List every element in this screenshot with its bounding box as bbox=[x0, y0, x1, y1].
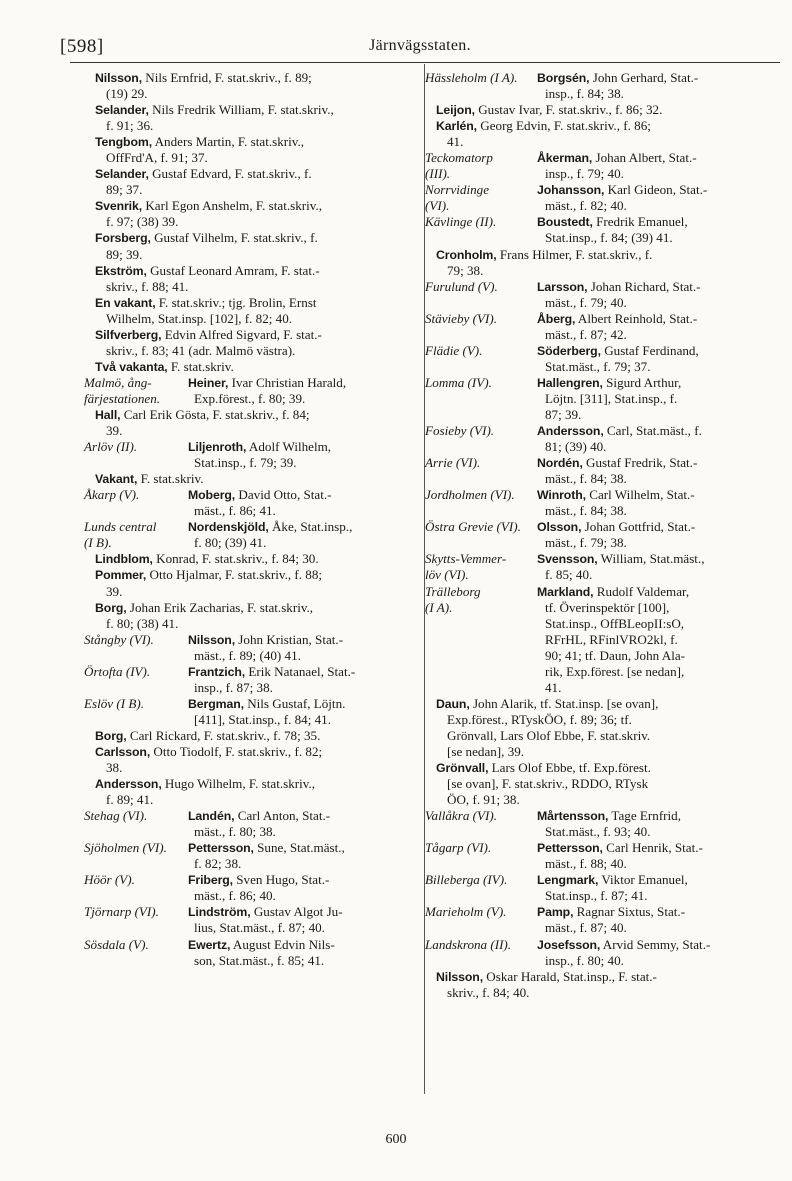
station-line: Hässleholm (I A). bbox=[425, 70, 518, 85]
personnel-entry bbox=[425, 937, 781, 969]
surname: Pettersson, bbox=[537, 841, 603, 856]
personnel-entry bbox=[84, 776, 410, 808]
entry-line-continued: f. 97; (38) 39. bbox=[106, 214, 179, 230]
surname: Andersson, bbox=[537, 424, 604, 439]
personnel-entry bbox=[84, 70, 410, 102]
entry-line-first: Josefsson, Arvid Semmy, Stat.- bbox=[537, 936, 711, 952]
personnel-entry bbox=[425, 279, 781, 311]
station-name bbox=[84, 840, 167, 856]
entry-line-continued: Exp.förest., f. 80; 39. bbox=[194, 390, 306, 406]
station-line: Fosieby (VI). bbox=[425, 423, 495, 439]
surname: Pettersson, bbox=[188, 841, 254, 856]
surname: Nilsson, bbox=[95, 71, 143, 85]
entry-line-first: Olsson, Johan Gottfrid, Stat.- bbox=[537, 519, 696, 535]
station-name bbox=[425, 150, 493, 182]
station-line: Tjörnarp (VI). bbox=[84, 904, 159, 920]
surname: En vakant, bbox=[95, 295, 156, 310]
entry-line-first: Borgsén, John Gerhard, Stat.- bbox=[537, 70, 699, 85]
personnel-entry bbox=[84, 407, 410, 439]
surname: Svensson, bbox=[537, 552, 598, 567]
station-line: Höör (V). bbox=[84, 872, 135, 888]
page-header bbox=[60, 36, 780, 62]
entry-line-continued: 38. bbox=[106, 760, 123, 776]
station-line: Norrvidinge bbox=[425, 182, 490, 198]
station-name bbox=[84, 439, 137, 455]
surname: Heiner, bbox=[188, 375, 229, 390]
surname: Lindblom, bbox=[95, 552, 153, 567]
entry-line-continued: lius, Stat.mäst., f. 87; 40. bbox=[194, 920, 325, 936]
station-name bbox=[425, 311, 497, 327]
station-name bbox=[84, 808, 147, 824]
station-line: Skytts-Vemmer- bbox=[425, 551, 507, 567]
entry-line-continued: rik, Exp.förest. [se nedan], bbox=[545, 663, 685, 679]
station-name bbox=[425, 904, 506, 920]
station-line: Billeberga (IV). bbox=[425, 872, 508, 888]
entry-line-continued: 89; 37. bbox=[106, 182, 143, 198]
entry-line-first: Tengbom, Anders Martin, F. stat.skriv., bbox=[95, 134, 304, 150]
entry-line-continued: f. 80; (38) 41. bbox=[106, 615, 179, 631]
personnel-entry bbox=[84, 744, 410, 776]
entry-line-continued: f. 85; 40. bbox=[545, 567, 593, 583]
station-line: färjestationen. bbox=[84, 390, 161, 406]
entry-line-continued: Grönvall, Lars Olof Ebbe, F. stat.skriv. bbox=[447, 727, 651, 743]
personnel-entry bbox=[425, 247, 781, 279]
entry-line-first: Selander, Gustaf Edvard, F. stat.skriv., f. bbox=[95, 166, 312, 182]
entry-line-continued: [411], Stat.insp., f. 84; 41. bbox=[194, 711, 331, 727]
station-name bbox=[84, 375, 160, 407]
entry-line-continued: [se nedan], 39. bbox=[447, 743, 525, 759]
personnel-entry bbox=[84, 166, 410, 198]
station-line: Östra Grevie (VI). bbox=[425, 519, 521, 535]
personnel-entry bbox=[425, 808, 781, 840]
station-line: Tågarp (VI). bbox=[425, 840, 492, 856]
station-line: Furulund (V). bbox=[425, 278, 498, 294]
entry-line-first: Borg, Johan Erik Zacharias, F. stat.skriv., bbox=[95, 599, 314, 615]
entry-line-first: Nordén, Gustaf Fredrik, Stat.- bbox=[537, 455, 698, 471]
surname: Pamp, bbox=[537, 905, 574, 920]
surname: Selander, bbox=[95, 103, 149, 118]
surname: Larsson, bbox=[537, 279, 588, 294]
personnel-entry bbox=[84, 263, 410, 295]
entry-line-continued: mäst., f. 82; 40. bbox=[545, 198, 627, 214]
personnel-entry bbox=[84, 471, 410, 487]
station-line: (I A). bbox=[425, 599, 453, 615]
surname: Selander, bbox=[95, 167, 149, 182]
station-line: Sösdala (V). bbox=[84, 936, 149, 952]
station-line: Jordholmen (VI). bbox=[425, 487, 515, 503]
surname: Markland, bbox=[537, 584, 594, 599]
entry-line-continued: f. 80; (39) 41. bbox=[194, 535, 267, 551]
entry-line-first: Söderberg, Gustaf Ferdinand, bbox=[537, 342, 699, 358]
surname: Josefsson, bbox=[537, 937, 601, 952]
personnel-entry bbox=[425, 760, 781, 808]
entry-line-continued: OffFrd'A, f. 91; 37. bbox=[106, 150, 208, 166]
entry-line-first: Nilsson, Nils Ernfrid, F. stat.skriv., f. 89; bbox=[95, 70, 312, 85]
personnel-entry bbox=[425, 311, 781, 343]
surname: Nordenskjöld, bbox=[188, 520, 269, 535]
entry-line-continued: 81; (39) 40. bbox=[545, 439, 607, 455]
entry-line-first: Hall, Carl Erik Gösta, F. stat.skriv., f. 84; bbox=[95, 406, 310, 422]
surname: Forsberg, bbox=[95, 231, 151, 246]
surname: Lindström, bbox=[188, 905, 251, 920]
station-line: löv (VI). bbox=[425, 567, 469, 583]
entry-line-first: Två vakanta, F. stat.skriv. bbox=[95, 358, 234, 374]
surname: Lengmark, bbox=[537, 873, 599, 888]
personnel-entry bbox=[84, 600, 410, 632]
surname: Frantzich, bbox=[188, 664, 246, 679]
entry-line-continued: tf. Överinspektör [100], bbox=[545, 599, 670, 615]
entry-line-first: Borg, Carl Rickard, F. stat.skriv., f. 78; 35. bbox=[95, 727, 321, 743]
personnel-entry bbox=[84, 904, 410, 936]
entry-line-continued: 89; 39. bbox=[106, 246, 143, 262]
entry-line-continued: 87; 39. bbox=[545, 406, 582, 422]
station-name bbox=[425, 519, 521, 535]
entry-line-continued: insp., f. 79; 40. bbox=[545, 166, 624, 182]
station-name bbox=[425, 584, 481, 616]
personnel-entry bbox=[84, 840, 410, 872]
personnel-entry bbox=[84, 439, 410, 471]
header-rule bbox=[70, 62, 780, 63]
entry-line-first: Karlén, Georg Edvin, F. stat.skriv., f. 86; bbox=[436, 118, 651, 134]
entry-line-first: Forsberg, Gustaf Vilhelm, F. stat.skriv., f. bbox=[95, 230, 318, 246]
station-name bbox=[84, 664, 150, 680]
surname: Karlén, bbox=[436, 119, 477, 134]
entry-line-first: Heiner, Ivar Christian Harald, bbox=[188, 374, 347, 390]
entry-line-first: Pommer, Otto Hjalmar, F. stat.skriv., f. 88; bbox=[95, 567, 323, 583]
entry-line-first: Åkerman, Johan Albert, Stat.- bbox=[537, 150, 697, 166]
station-line: Åkarp (V). bbox=[84, 487, 140, 503]
entry-line-first: Liljenroth, Adolf Wilhelm, bbox=[188, 439, 332, 455]
personnel-entry bbox=[84, 551, 410, 567]
entry-line-first: Nilsson, John Kristian, Stat.- bbox=[188, 631, 344, 647]
station-line: Stävieby (VI). bbox=[425, 310, 497, 326]
station-line: Lunds central bbox=[84, 519, 157, 535]
entry-line-continued: 90; 41; tf. Daun, John Ala- bbox=[545, 647, 686, 663]
station-line: Stångby (VI). bbox=[84, 631, 154, 647]
surname: Olsson, bbox=[537, 520, 582, 535]
surname: Moberg, bbox=[188, 488, 236, 503]
station-name bbox=[425, 487, 515, 503]
station-line: Lomma (IV). bbox=[425, 374, 492, 390]
station-name bbox=[425, 70, 518, 86]
station-name bbox=[425, 551, 506, 583]
station-name bbox=[425, 808, 497, 824]
entry-line-first: Bergman, Nils Gustaf, Löjtn. bbox=[188, 695, 346, 711]
personnel-entry bbox=[425, 455, 781, 487]
surname: Tengbom, bbox=[95, 135, 153, 150]
entry-line-first: En vakant, F. stat.skriv.; tjg. Brolin, Ernst bbox=[95, 294, 317, 310]
entry-line-continued: Stat.insp., f. 87; 41. bbox=[545, 888, 648, 904]
surname: Bergman, bbox=[188, 696, 244, 711]
station-name bbox=[84, 487, 139, 503]
surname: Hallengren, bbox=[537, 375, 603, 390]
entry-line-continued: mäst., f. 88; 40. bbox=[545, 856, 627, 872]
station-line: Teckomatorp bbox=[425, 150, 493, 166]
personnel-entry bbox=[425, 696, 781, 760]
surname: Vakant, bbox=[95, 472, 138, 487]
station-line: Trälleborg bbox=[425, 583, 481, 599]
personnel-entry bbox=[425, 214, 781, 246]
entry-line-first: Pettersson, Sune, Stat.mäst., bbox=[188, 840, 345, 856]
entry-line-continued: mäst., f. 84; 38. bbox=[545, 503, 627, 519]
personnel-entry bbox=[425, 102, 781, 118]
station-name bbox=[84, 904, 159, 920]
surname: Hall, bbox=[95, 407, 121, 422]
station-name bbox=[425, 343, 482, 359]
entry-line-first: Silfverberg, Edvin Alfred Sigvard, F. stat.- bbox=[95, 326, 322, 342]
surname: Svenrik, bbox=[95, 199, 143, 214]
surname: Borg, bbox=[95, 728, 127, 743]
personnel-entry bbox=[425, 375, 781, 423]
entry-line-first: Vakant, F. stat.skriv. bbox=[95, 471, 204, 487]
station-name bbox=[84, 937, 149, 953]
entry-line-continued: skriv., f. 88; 41. bbox=[106, 278, 189, 294]
entry-line-first: Landén, Carl Anton, Stat.- bbox=[188, 808, 331, 824]
entry-line-continued: skriv., f. 83; 41 (adr. Malmö västra). bbox=[106, 342, 296, 358]
personnel-entry bbox=[84, 696, 410, 728]
surname: Grönvall, bbox=[436, 761, 489, 776]
personnel-entry bbox=[425, 969, 781, 1001]
surname: Silfverberg, bbox=[95, 327, 162, 342]
entry-line-first: Johansson, Karl Gideon, Stat.- bbox=[537, 182, 708, 198]
entry-line-first: Lengmark, Viktor Emanuel, bbox=[537, 872, 688, 888]
entry-line-first: Frantzich, Erik Natanael, Stat.- bbox=[188, 663, 356, 679]
entry-line-continued: 39. bbox=[106, 583, 123, 599]
personnel-entry bbox=[425, 118, 781, 150]
surname: Johansson, bbox=[537, 183, 605, 198]
station-line: Arlöv (II). bbox=[84, 439, 138, 455]
entry-line-first: Nilsson, Oskar Harald, Stat.insp., F. stat.- bbox=[436, 968, 657, 984]
entry-line-continued: f. 82; 38. bbox=[194, 856, 242, 872]
entry-line-continued: Wilhelm, Stat.insp. [102], f. 82; 40. bbox=[106, 310, 293, 326]
entry-line-continued: 79; 38. bbox=[447, 262, 484, 278]
personnel-entry bbox=[84, 198, 410, 230]
station-line: Flädie (V). bbox=[425, 342, 483, 358]
surname: Daun, bbox=[436, 696, 470, 711]
personnel-entry bbox=[84, 359, 410, 375]
personnel-entry bbox=[84, 664, 410, 696]
personnel-entry bbox=[84, 872, 410, 904]
page-number-bracketed: [598] bbox=[60, 36, 104, 57]
left-column bbox=[84, 70, 410, 969]
surname: Åberg, bbox=[537, 311, 576, 326]
entry-line-first: Lindström, Gustav Algot Ju- bbox=[188, 904, 343, 920]
personnel-entry bbox=[425, 70, 781, 102]
entry-line-continued: son, Stat.mäst., f. 85; 41. bbox=[194, 952, 325, 968]
personnel-entry bbox=[84, 728, 410, 744]
surname: Friberg, bbox=[188, 873, 233, 888]
personnel-entry bbox=[425, 584, 781, 696]
station-name bbox=[425, 840, 491, 856]
personnel-entry bbox=[425, 423, 781, 455]
personnel-entry bbox=[84, 632, 410, 664]
entry-line-first: Pamp, Ragnar Sixtus, Stat.- bbox=[537, 904, 686, 920]
right-column bbox=[425, 70, 781, 1001]
entry-line-first: Svenrik, Karl Egon Anshelm, F. stat.skriv., bbox=[95, 198, 323, 214]
surname: Pommer, bbox=[95, 568, 147, 583]
surname: Nilsson, bbox=[188, 632, 236, 647]
personnel-entry bbox=[84, 808, 410, 840]
personnel-entry bbox=[84, 230, 410, 262]
entry-line-first: Nordenskjöld, Åke, Stat.insp., bbox=[188, 519, 353, 535]
station-name bbox=[425, 455, 480, 471]
personnel-entry bbox=[84, 567, 410, 599]
entry-line-continued: Stat.mäst., f. 79; 37. bbox=[545, 358, 651, 374]
entry-line-first: Pettersson, Carl Henrik, Stat.- bbox=[537, 840, 703, 856]
entry-line-first: Winroth, Carl Wilhelm, Stat.- bbox=[537, 487, 695, 503]
entry-line-first: Daun, John Alarik, tf. Stat.insp. [se ovan], bbox=[436, 695, 659, 711]
entry-line-continued: mäst., f. 79; 40. bbox=[545, 294, 627, 310]
entry-line-first: Andersson, Hugo Wilhelm, F. stat.skriv., bbox=[95, 776, 316, 792]
station-line: Marieholm (V). bbox=[425, 904, 507, 920]
entry-line-first: Åberg, Albert Reinhold, Stat.- bbox=[537, 310, 698, 326]
station-line: Malmö, ång- bbox=[84, 374, 152, 390]
entry-line-first: Moberg, David Otto, Stat.- bbox=[188, 487, 332, 503]
surname: Landén, bbox=[188, 809, 235, 824]
surname: Leijon, bbox=[436, 103, 475, 118]
entry-line-continued: f. 89; 41. bbox=[106, 792, 154, 808]
entry-line-continued: mäst., f. 80; 38. bbox=[194, 824, 276, 840]
entry-line-continued: Exp.förest., RTyskÖO, f. 89; 36; tf. bbox=[447, 711, 632, 727]
station-name bbox=[84, 519, 156, 551]
surname: Winroth, bbox=[537, 488, 586, 503]
entry-line-continued: Stat.insp., f. 79; 39. bbox=[194, 455, 297, 471]
station-name bbox=[425, 423, 494, 439]
personnel-entry bbox=[425, 840, 781, 872]
personnel-entry bbox=[84, 937, 410, 969]
station-line: Vallåkra (VI). bbox=[425, 808, 497, 824]
station-line: Arrie (VI). bbox=[425, 455, 481, 471]
surname: Två vakanta, bbox=[95, 359, 168, 374]
entry-line-continued: mäst., f. 89; (40) 41. bbox=[194, 647, 301, 663]
entry-line-continued: Stat.insp., OffBLeopII:sO, bbox=[545, 615, 685, 631]
personnel-entry bbox=[84, 102, 410, 134]
entry-line-first: Mårtensson, Tage Ernfrid, bbox=[537, 808, 681, 824]
station-name bbox=[425, 872, 507, 888]
entry-line-continued: insp., f. 84; 38. bbox=[545, 86, 624, 102]
entry-line-continued: insp., f. 87; 38. bbox=[194, 679, 273, 695]
entry-line-first: Svensson, William, Stat.mäst., bbox=[537, 551, 705, 567]
personnel-entry bbox=[84, 487, 410, 519]
personnel-entry bbox=[84, 375, 410, 407]
station-name bbox=[425, 214, 496, 230]
surname: Boustedt, bbox=[537, 215, 593, 230]
station-line: Örtofta (IV). bbox=[84, 663, 151, 679]
surname: Borg, bbox=[95, 600, 127, 615]
page-title: Järnvägsstaten. bbox=[369, 37, 471, 54]
station-line: (I B). bbox=[84, 535, 112, 551]
entry-line-continued: mäst., f. 86; 40. bbox=[194, 888, 276, 904]
surname: Liljenroth, bbox=[188, 440, 247, 455]
personnel-entry bbox=[425, 551, 781, 583]
entry-line-first: Hallengren, Sigurd Arthur, bbox=[537, 374, 682, 390]
entry-line-first: Lindblom, Konrad, F. stat.skriv., f. 84; 30. bbox=[95, 551, 319, 567]
entry-line-first: Grönvall, Lars Olof Ebbe, tf. Exp.förest. bbox=[436, 760, 651, 776]
personnel-entry bbox=[84, 134, 410, 166]
entry-line-continued: 41. bbox=[545, 679, 562, 695]
surname: Nilsson, bbox=[436, 969, 484, 984]
personnel-entry bbox=[425, 343, 781, 375]
station-line: Stehag (VI). bbox=[84, 808, 148, 824]
personnel-entry bbox=[425, 150, 781, 182]
footer-page-number: 600 bbox=[385, 1132, 407, 1147]
station-name bbox=[425, 375, 492, 391]
entry-line-continued: ÖO, f. 91; 38. bbox=[447, 792, 520, 808]
personnel-entry bbox=[425, 904, 781, 936]
entry-line-first: Andersson, Carl, Stat.mäst., f. bbox=[537, 423, 702, 439]
entry-line-continued: Löjtn. [311], Stat.insp., f. bbox=[545, 390, 678, 406]
station-name bbox=[84, 872, 135, 888]
personnel-entry bbox=[84, 519, 410, 551]
station-line: Kävlinge (II). bbox=[425, 214, 497, 230]
entry-line-first: Ewertz, August Edvin Nils- bbox=[188, 936, 335, 952]
station-line: Eslöv (I B). bbox=[84, 695, 144, 711]
entry-line-first: Ekström, Gustaf Leonard Amram, F. stat.- bbox=[95, 262, 320, 278]
station-name bbox=[425, 937, 511, 953]
entry-line-continued: [se ovan], F. stat.skriv., RDDO, RTysk bbox=[447, 776, 649, 792]
entry-line-continued: mäst., f. 86; 41. bbox=[194, 503, 276, 519]
personnel-entry bbox=[84, 295, 410, 327]
surname: Ekström, bbox=[95, 263, 147, 278]
entry-line-first: Boustedt, Fredrik Emanuel, bbox=[537, 214, 688, 230]
entry-line-continued: mäst., f. 84; 38. bbox=[545, 471, 627, 487]
entry-line-continued: Stat.mäst., f. 93; 40. bbox=[545, 824, 651, 840]
entry-line-first: Carlsson, Otto Tiodolf, F. stat.skriv., f. 82; bbox=[95, 743, 323, 759]
entry-line-first: Selander, Nils Fredrik William, F. stat.skriv., bbox=[95, 102, 334, 118]
station-name bbox=[425, 182, 489, 214]
entry-line-first: Markland, Rudolf Valdemar, bbox=[537, 583, 690, 599]
entry-line-continued: Stat.insp., f. 84; (39) 41. bbox=[545, 230, 673, 246]
entry-line-continued: f. 91; 36. bbox=[106, 118, 154, 134]
station-name bbox=[84, 632, 154, 648]
personnel-entry bbox=[425, 487, 781, 519]
entry-line-continued: mäst., f. 79; 38. bbox=[545, 535, 627, 551]
entry-line-continued: mäst., f. 87; 40. bbox=[545, 920, 627, 936]
station-line: (III). bbox=[425, 166, 451, 182]
entry-line-continued: RFrHL, RFinlVRO2kl, f. bbox=[545, 631, 678, 647]
entry-line-first: Larsson, Johan Richard, Stat.- bbox=[537, 278, 701, 294]
surname: Carlsson, bbox=[95, 744, 151, 759]
entry-line-continued: 39. bbox=[106, 423, 123, 439]
surname: Andersson, bbox=[95, 777, 162, 792]
surname: Söderberg, bbox=[537, 343, 601, 358]
personnel-entry bbox=[425, 519, 781, 551]
personnel-entry bbox=[84, 327, 410, 359]
entry-line-first: Cronholm, Frans Hilmer, F. stat.skriv., f. bbox=[436, 246, 653, 262]
entry-line-continued: skriv., f. 84; 40. bbox=[447, 984, 530, 1000]
entry-line-continued: mäst., f. 87; 42. bbox=[545, 326, 627, 342]
station-line: (VI). bbox=[425, 198, 450, 214]
station-line: Landskrona (II). bbox=[425, 936, 512, 952]
surname: Ewertz, bbox=[188, 937, 231, 952]
entry-line-continued: insp., f. 80; 40. bbox=[545, 952, 624, 968]
surname: Nordén, bbox=[537, 456, 583, 471]
surname: Åkerman, bbox=[537, 151, 593, 166]
entry-line-first: Leijon, Gustav Ivar, F. stat.skriv., f. 86; 32. bbox=[436, 102, 663, 118]
personnel-entry bbox=[425, 872, 781, 904]
entry-line-continued: 41. bbox=[447, 134, 464, 150]
personnel-entry bbox=[425, 182, 781, 214]
surname: Borgsén, bbox=[537, 71, 590, 85]
station-line: Sjöholmen (VI). bbox=[84, 840, 167, 856]
entry-line-continued: (19) 29. bbox=[106, 86, 148, 102]
station-name bbox=[84, 696, 144, 712]
surname: Cronholm, bbox=[436, 247, 497, 262]
station-name bbox=[425, 279, 498, 295]
entry-line-first: Friberg, Sven Hugo, Stat.- bbox=[188, 872, 330, 888]
surname: Mårtensson, bbox=[537, 809, 609, 824]
